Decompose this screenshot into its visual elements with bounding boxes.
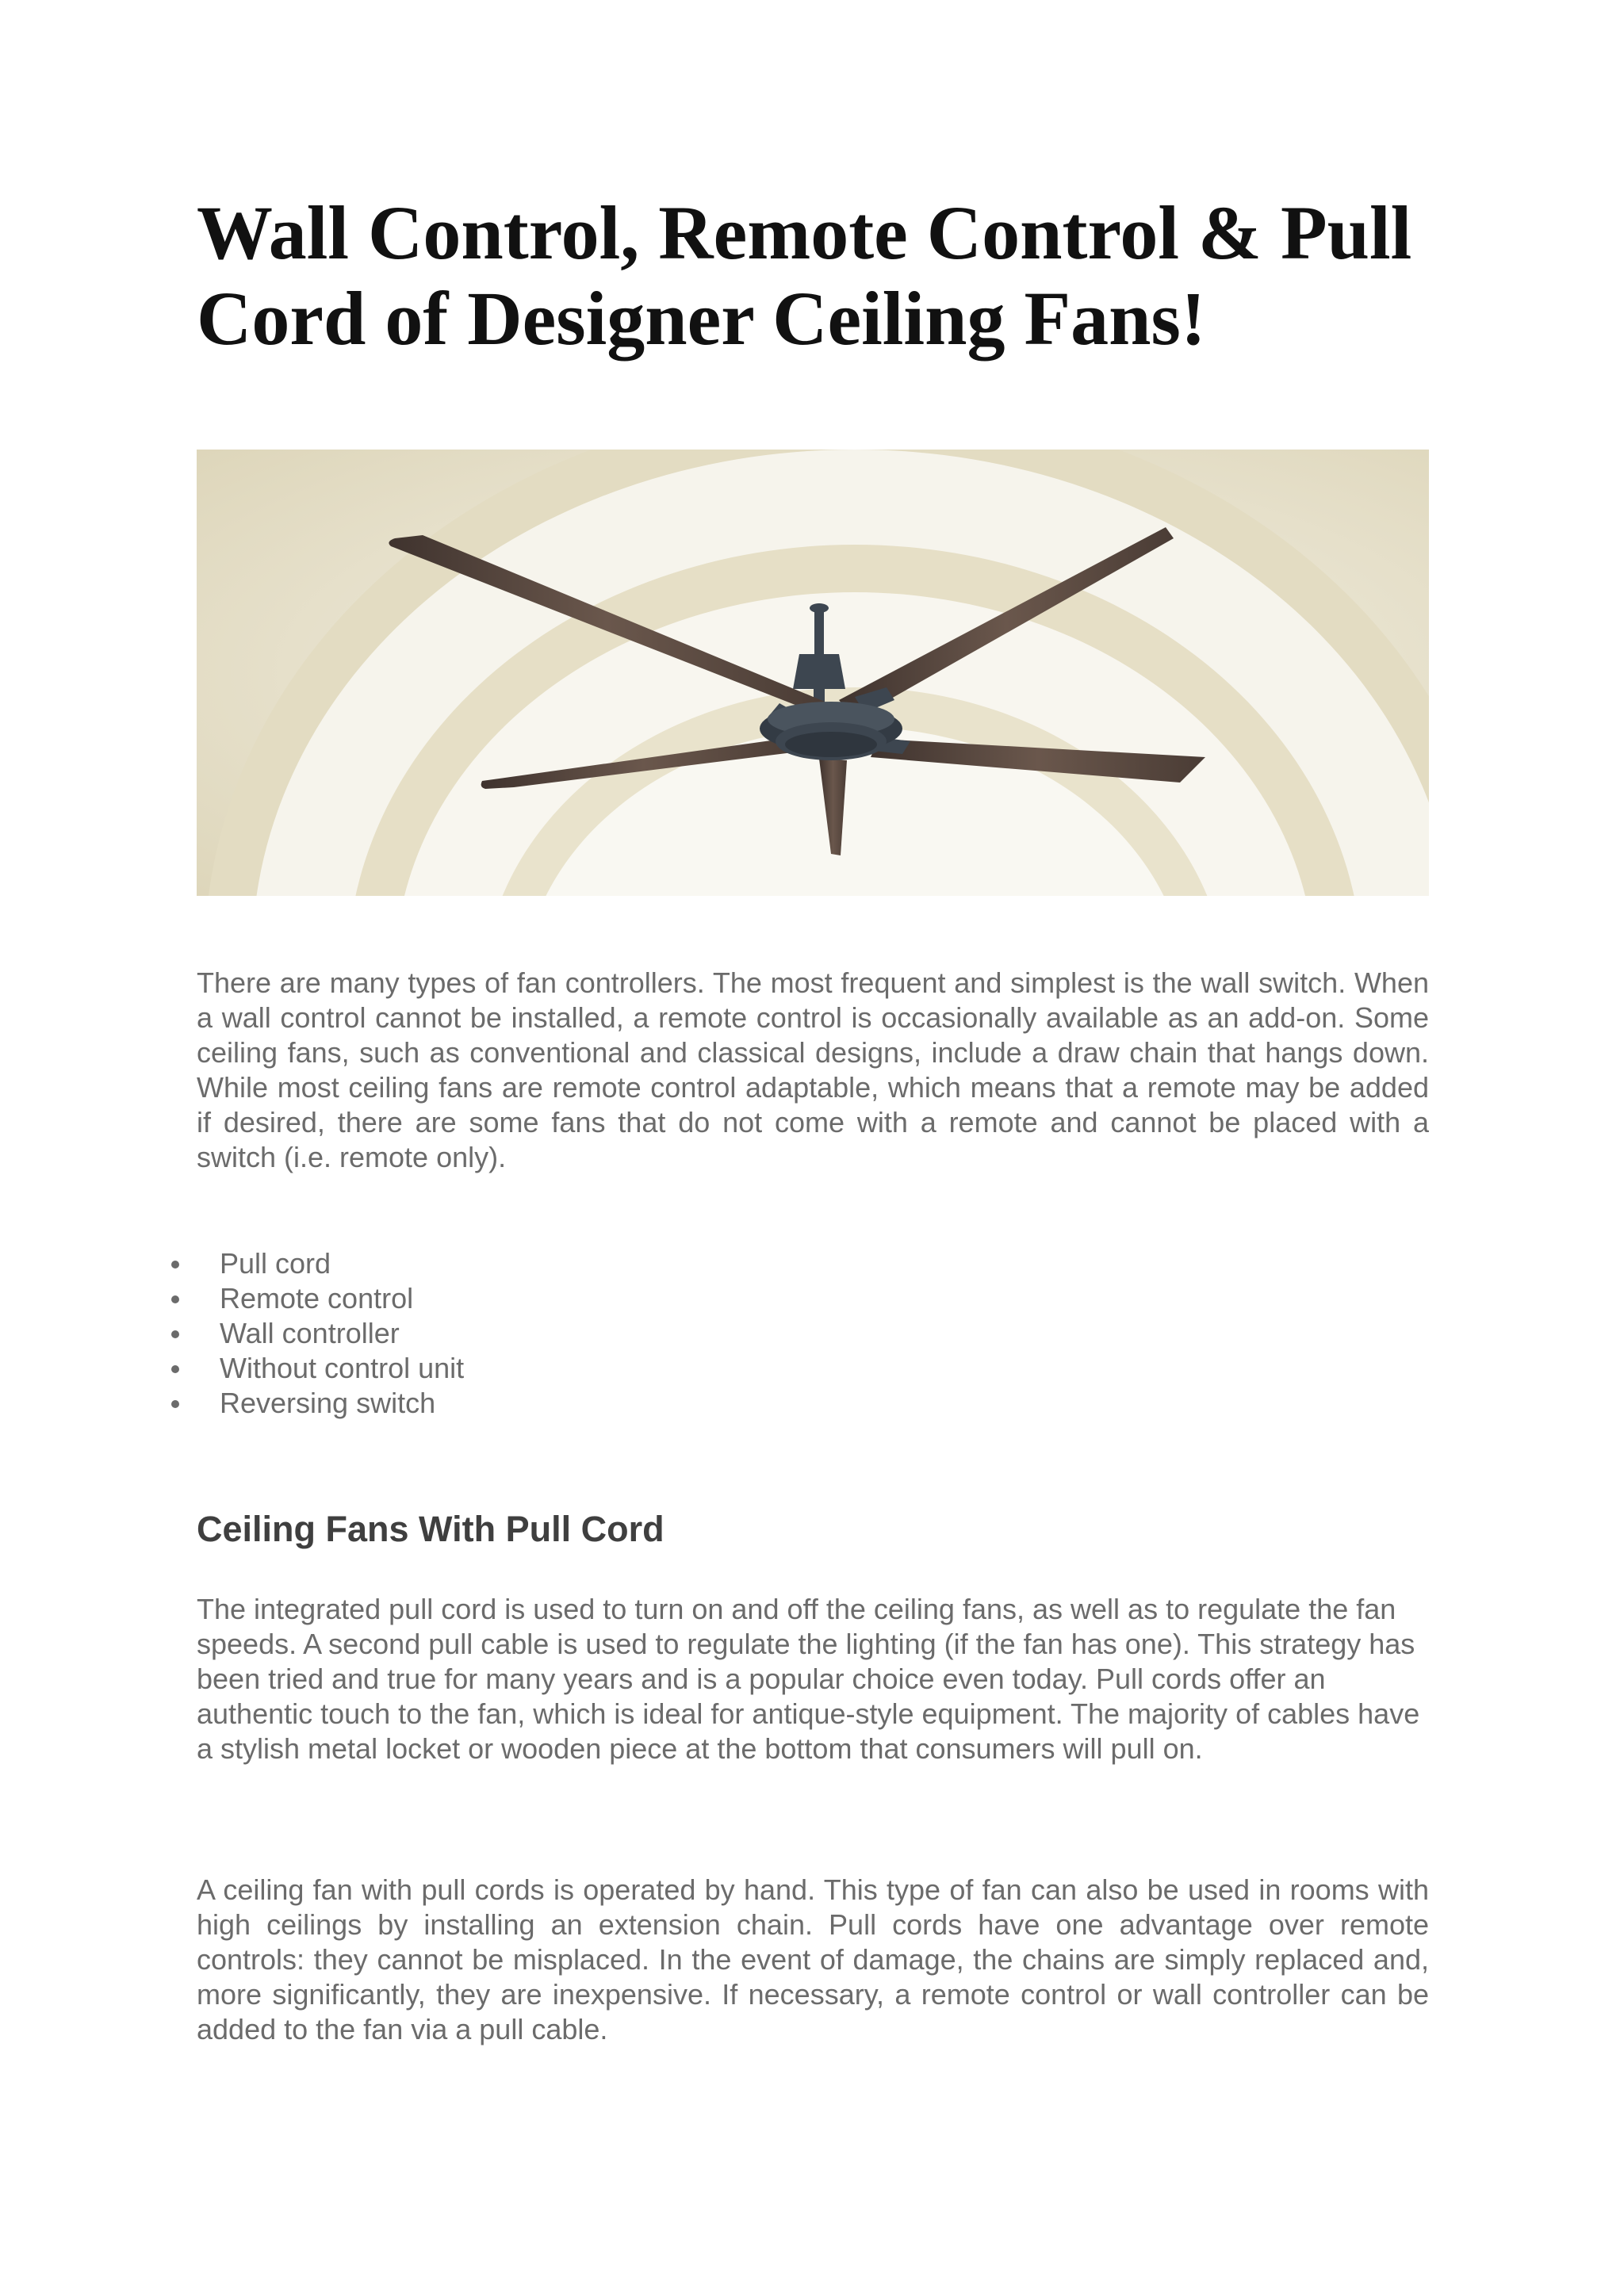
list-item-label: Reversing switch	[220, 1387, 436, 1419]
list-item	[167, 1316, 464, 1351]
section-heading: Ceiling Fans With Pull Cord	[197, 1509, 665, 1549]
bullet-icon	[171, 1261, 179, 1269]
bullet-icon	[171, 1295, 179, 1303]
bullet-icon	[171, 1330, 179, 1338]
bullet-icon	[171, 1400, 179, 1408]
list-item	[167, 1281, 464, 1316]
bullet-icon	[171, 1365, 179, 1373]
list-item-label: Pull cord	[220, 1247, 331, 1280]
control-types-list	[167, 1246, 464, 1421]
ceiling-fan-illustration	[197, 450, 1429, 896]
ceiling-fan-image	[197, 450, 1429, 896]
page-title: Wall Control, Remote Control & Pull Cord of Designer Ceiling Fans!	[197, 190, 1412, 361]
list-item-label: Wall controller	[220, 1317, 400, 1349]
list-item	[167, 1386, 464, 1421]
section-paragraph: A ceiling fan with pull cords is operated by hand. This type of fan can also be used in rooms with high ceilings by installing an extension chain. Pull cords have one advantage over remote controls: they cannot be misplaced. In the event of damage, the chains are simply replaced and, more significantly, they are inexpensive. If necessary, a remote control or wall controller can be added to the fan via a pull cable.	[197, 1873, 1429, 2045]
list-item	[167, 1351, 464, 1386]
list-item	[167, 1246, 464, 1281]
list-item-label: Remote control	[220, 1282, 414, 1314]
list-item-label: Without control unit	[220, 1352, 465, 1384]
section-paragraph: The integrated pull cord is used to turn on and off the ceiling fans, as well as to regulate the fan speeds. A second pull cable is used to regulate the lighting (if the fan has one). This strategy has been tried and true for many years and is a popular choice even today. Pull cords offer an authentic touch to the fan, which is ideal for antique-style equipment. The majority of cables have a stylish metal locket or wooden piece at the bottom that consumers will pull on.	[197, 1593, 1420, 1765]
intro-paragraph: There are many types of fan controllers. The most frequent and simplest is the wall switch. When a wall control cannot be installed, a remote control is occasionally available as an add-on. Some ceiling fans, such as conventional and classical designs, include a draw chain that hangs down. While most ceiling fans are remote control adaptable, which means that a remote may be added if desired, there are some fans that do not come with a remote and cannot be placed with a switch (i.e. remote only).	[197, 966, 1429, 1173]
